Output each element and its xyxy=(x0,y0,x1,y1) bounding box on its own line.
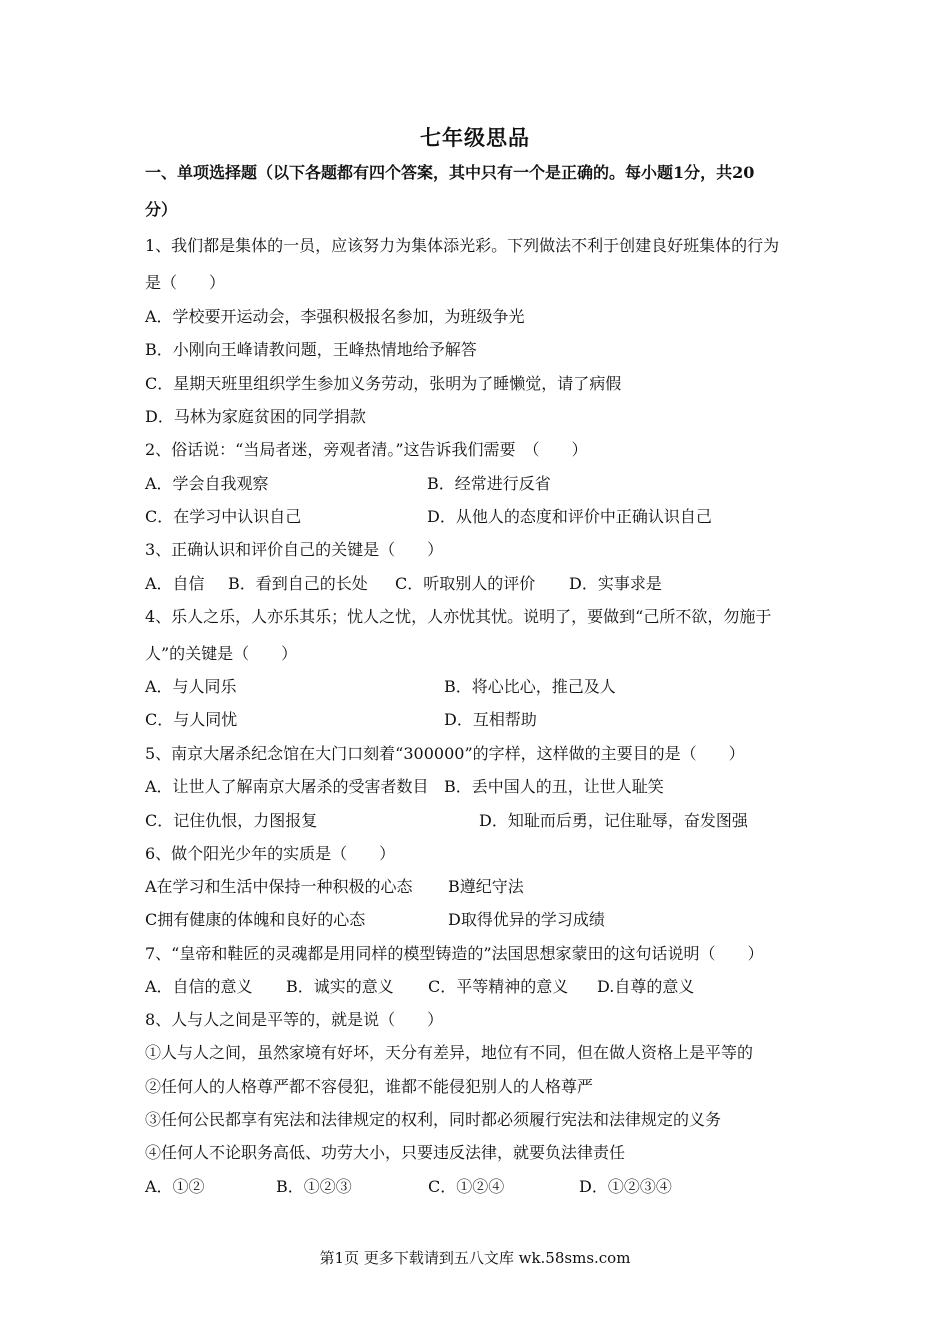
page-footer: 第1页 更多下载请到五八文库 wk.58sms.com xyxy=(319,1249,631,1267)
question-5-stem: 5、南京大屠杀纪念馆在大门口刻着“300000”的字样，这样做的主要目的是（ ） xyxy=(145,744,745,763)
question-8-statement-3: ③任何公民都享有宪法和法律规定的权利，同时都必须履行宪法和法律规定的义务 xyxy=(145,1110,722,1129)
question-1-stem-continued: 是（ ） xyxy=(145,273,226,292)
question-3-option-b: B．看到自己的长处 xyxy=(228,574,368,593)
question-6-option-a: A在学习和生活中保持一种积极的心态 xyxy=(145,877,413,896)
question-8-option-b: B．①②③ xyxy=(276,1177,352,1196)
question-6-option-c: C拥有健康的体魄和良好的心态 xyxy=(145,910,366,929)
question-8-option-a: A．①② xyxy=(145,1177,205,1196)
question-1-option-a: A．学校要开运动会，李强积极报名参加，为班级争光 xyxy=(145,307,525,326)
question-8-statement-4: ④任何人不论职务高低、功劳大小，只要违反法律，就要负法律责任 xyxy=(145,1143,626,1162)
question-2-option-c: C．在学习中认识自己 xyxy=(145,507,302,526)
question-3-option-c: C．听取别人的评价 xyxy=(395,574,536,593)
question-3-stem: 3、正确认识和评价自己的关键是（ ） xyxy=(145,540,444,559)
question-1-option-d: D．马林为家庭贫困的同学捐款 xyxy=(145,407,366,426)
question-7-option-d: D.自尊的意义 xyxy=(597,977,695,996)
question-4-option-d: D．互相帮助 xyxy=(444,710,537,729)
question-4-stem-continued: 人”的关键是（ ） xyxy=(145,644,298,663)
question-8-option-d: D．①②③④ xyxy=(579,1177,672,1196)
question-2-option-b: B．经常进行反省 xyxy=(427,474,551,493)
question-3-option-d: D．实事求是 xyxy=(569,574,662,593)
question-8-option-c: C．①②④ xyxy=(428,1177,505,1196)
question-2-option-d: D．从他人的态度和评价中正确认识自己 xyxy=(427,507,712,526)
question-6-option-b: B遵纪守法 xyxy=(448,877,524,896)
question-8-stem: 8、人与人之间是平等的，就是说（ ） xyxy=(145,1010,444,1029)
question-1-option-c: C．星期天班里组织学生参加义务劳动，张明为了睡懒觉，请了病假 xyxy=(145,374,622,393)
section-heading: 一、单项选择题（以下各题都有四个答案，其中只有一个是正确的。每小题1分，共20 xyxy=(145,163,755,182)
question-4-stem: 4、乐人之乐，人亦乐其乐；忧人之忧，人亦忧其忧。说明了，要做到“己所不欲，勿施于 xyxy=(145,607,772,626)
question-2-option-a: A．学会自我观察 xyxy=(145,474,269,493)
question-4-option-b: B．将心比心，推己及人 xyxy=(444,677,616,696)
question-4-option-c: C．与人同忧 xyxy=(145,710,238,729)
question-1-stem: 1、我们都是集体的一员，应该努力为集体添光彩。下列做法不利于创建良好班集体的行为 xyxy=(145,236,780,255)
question-5-option-b: B．丢中国人的丑，让世人耻笑 xyxy=(444,777,664,796)
question-7-option-a: A．自信的意义 xyxy=(145,977,253,996)
question-5-option-a: A．让世人了解南京大屠杀的受害者数目 xyxy=(145,777,429,796)
page-title: 七年级思品 xyxy=(420,125,530,150)
question-7-stem: 7、“皇帝和鞋匠的灵魂都是用同样的模型铸造的”法国思想家蒙田的这句话说明（ ） xyxy=(145,944,764,963)
question-6-stem: 6、做个阳光少年的实质是（ ） xyxy=(145,844,396,863)
question-3-option-a: A．自信 xyxy=(145,574,205,593)
question-1-option-b: B．小刚向王峰请教问题，王峰热情地给予解答 xyxy=(145,340,477,359)
question-4-option-a: A．与人同乐 xyxy=(145,677,237,696)
question-2-stem: 2、俗话说：“当局者迷，旁观者清。”这告诉我们需要 （ ） xyxy=(145,440,588,459)
question-5-option-d: D．知耻而后勇，记住耻辱，奋发图强 xyxy=(479,811,748,830)
section-heading-continued: 分） xyxy=(145,200,178,219)
question-7-option-b: B．诚实的意义 xyxy=(286,977,394,996)
question-7-option-c: C．平等精神的意义 xyxy=(428,977,569,996)
question-5-option-c: C．记住仇恨，力图报复 xyxy=(145,811,318,830)
question-8-statement-1: ①人与人之间，虽然家境有好坏，天分有差异，地位有不同，但在做人资格上是平等的 xyxy=(145,1043,754,1062)
question-6-option-d: D取得优异的学习成绩 xyxy=(448,910,605,929)
question-8-statement-2: ②任何人的人格尊严都不容侵犯，谁都不能侵犯别人的人格尊严 xyxy=(145,1077,594,1096)
